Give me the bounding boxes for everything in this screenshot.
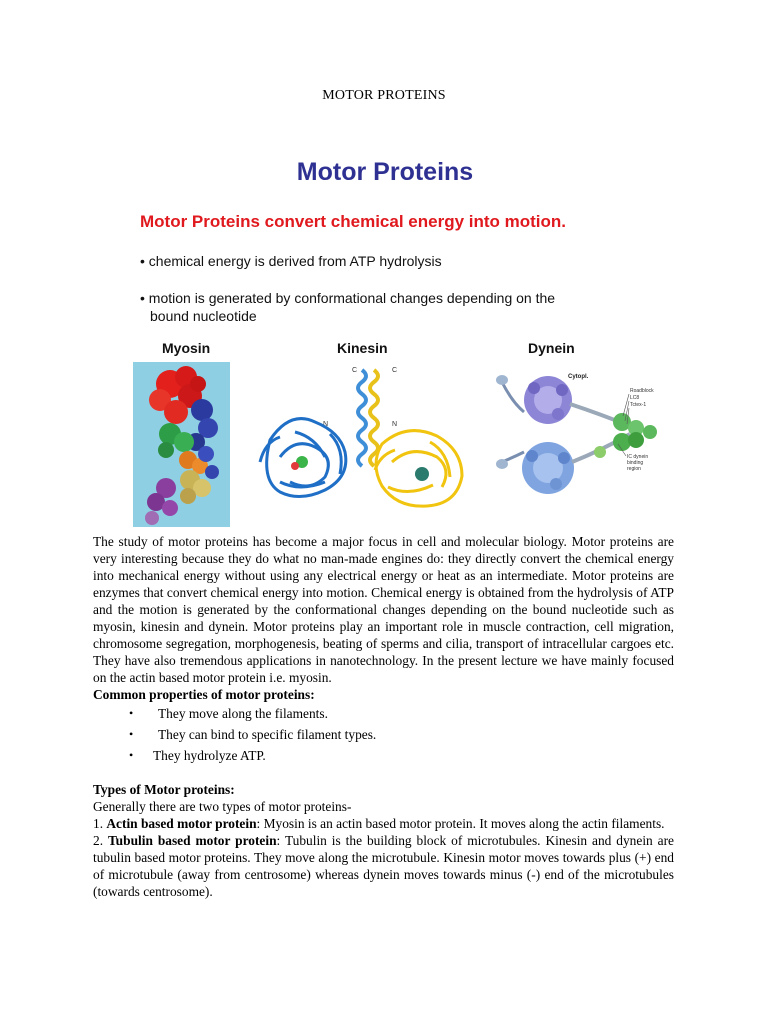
dynein-tctex-label: Tctex-1 — [630, 402, 647, 408]
type-actin-term: Actin based motor protein — [106, 816, 257, 831]
kinesin-c-mark-1: C — [352, 367, 358, 374]
types-heading: Types of Motor proteins: — [93, 782, 235, 797]
bullet-dot: • — [129, 706, 134, 720]
list-item-text: They hydrolyze ATP. — [153, 748, 266, 763]
list-item — [93, 724, 674, 745]
bullet-dot: • — [129, 748, 134, 762]
properties-list — [93, 703, 674, 766]
dynein-structure — [496, 374, 657, 494]
kinesin-n-mark-1: N — [323, 421, 329, 428]
slide-bullet-motion-line2: bound nucleotide — [150, 308, 257, 324]
dynein-ring-top — [524, 376, 572, 424]
list-item — [93, 703, 674, 724]
dynein-ic-label-3: region — [627, 466, 641, 472]
myosin-structure — [133, 362, 230, 527]
kinesin-nucleotide-red — [291, 462, 299, 470]
body-text — [93, 533, 674, 900]
type-actin-text: : Myosin is an actin based motor protein. It moves along the actin filaments. — [256, 816, 665, 831]
types-intro: Generally there are two types of motor proteins- — [93, 799, 352, 814]
slide-bullet-motion — [140, 289, 640, 325]
kinesin-n-mark-2: N — [392, 421, 398, 428]
dynein-microtubule-binding-top — [496, 375, 508, 385]
dynein-stalk-top — [502, 382, 524, 412]
dynein-microtubule-binding-bottom — [496, 459, 508, 469]
type-tubulin-number: 2. — [93, 833, 108, 848]
list-item — [93, 745, 674, 766]
bullet-dot: • — [129, 727, 134, 741]
slide-bullet-motion-line1: • motion is generated by conformational changes depending on the — [140, 290, 556, 306]
dynein-ic-label-2: binding — [627, 460, 644, 466]
list-item-text: They can bind to specific filament types. — [158, 727, 377, 742]
slide-bullet-atp: • chemical energy is derived from ATP hydrolysis — [140, 253, 442, 269]
type-tubulin-term: Tubulin based motor protein — [107, 833, 277, 848]
label-dynein: Dynein — [528, 340, 575, 356]
common-properties-heading: Common properties of motor proteins: — [93, 687, 315, 702]
label-kinesin: Kinesin — [337, 340, 388, 356]
dynein-ic-label-1: IC dynein — [627, 454, 649, 460]
motor-proteins-figure — [130, 150, 660, 530]
slide-subtitle: Motor Proteins convert chemical energy into motion. — [140, 212, 567, 231]
dynein-roadblock-label: Roadblock — [630, 388, 654, 394]
page-header: MOTOR PROTEINS — [322, 88, 446, 103]
dynein-lc8-label: LC8 — [630, 395, 640, 401]
dynein-cytoplasmic-label: Cytopl. — [568, 374, 589, 380]
kinesin-structure — [260, 367, 462, 506]
kinesin-c-mark-2: C — [392, 367, 398, 374]
dynein-ring-bottom — [522, 442, 574, 494]
protein-structures — [130, 362, 660, 530]
type-tubulin — [93, 832, 674, 900]
type-actin-number: 1. — [93, 816, 107, 831]
slide-title: Motor Proteins — [296, 158, 474, 186]
kinesin-coiled-coil-blue — [358, 370, 366, 466]
list-item-text: They move along the filaments. — [158, 706, 328, 721]
label-myosin: Myosin — [162, 340, 211, 356]
type-tubulin-text: : Tubulin is the building block of microtubules. Kinesin and dynein are tubulin based motor proteins. They move along the microtubule. Kinesin motor moves towards plus (+) end of microtubule (away from centrosome) whereas dynein moves towards minus (-) end of the microtubules (towards centrosome). — [93, 833, 675, 899]
intro-paragraph: The study of motor proteins has become a major focus in cell and molecular biology. Motor proteins are very interesting because they do what no man-made engines do: they directly convert the chemical energy into mechanical energy without using any electrical energy or heat as an intermediate. Motor proteins are enzymes that convert chemical energy into motion. Chemical energy is obtained from the hydrolysis of ATP and the motion is generated by the conformational changes depending on the bound nucleotide such as myosin, kinesin and dynein. Motor proteins play an important role in muscle contraction, cell migration, chromosome segregation, morphogenesis, beating of sperms and cilia, transport of intracellular cargoes etc. They have also tremendous applications in nanotechnology. In the present lecture we have mainly focused on the actin based motor protein i.e. myosin. — [93, 534, 674, 685]
type-actin — [93, 815, 674, 832]
kinesin-nucleotide-teal — [415, 467, 429, 481]
